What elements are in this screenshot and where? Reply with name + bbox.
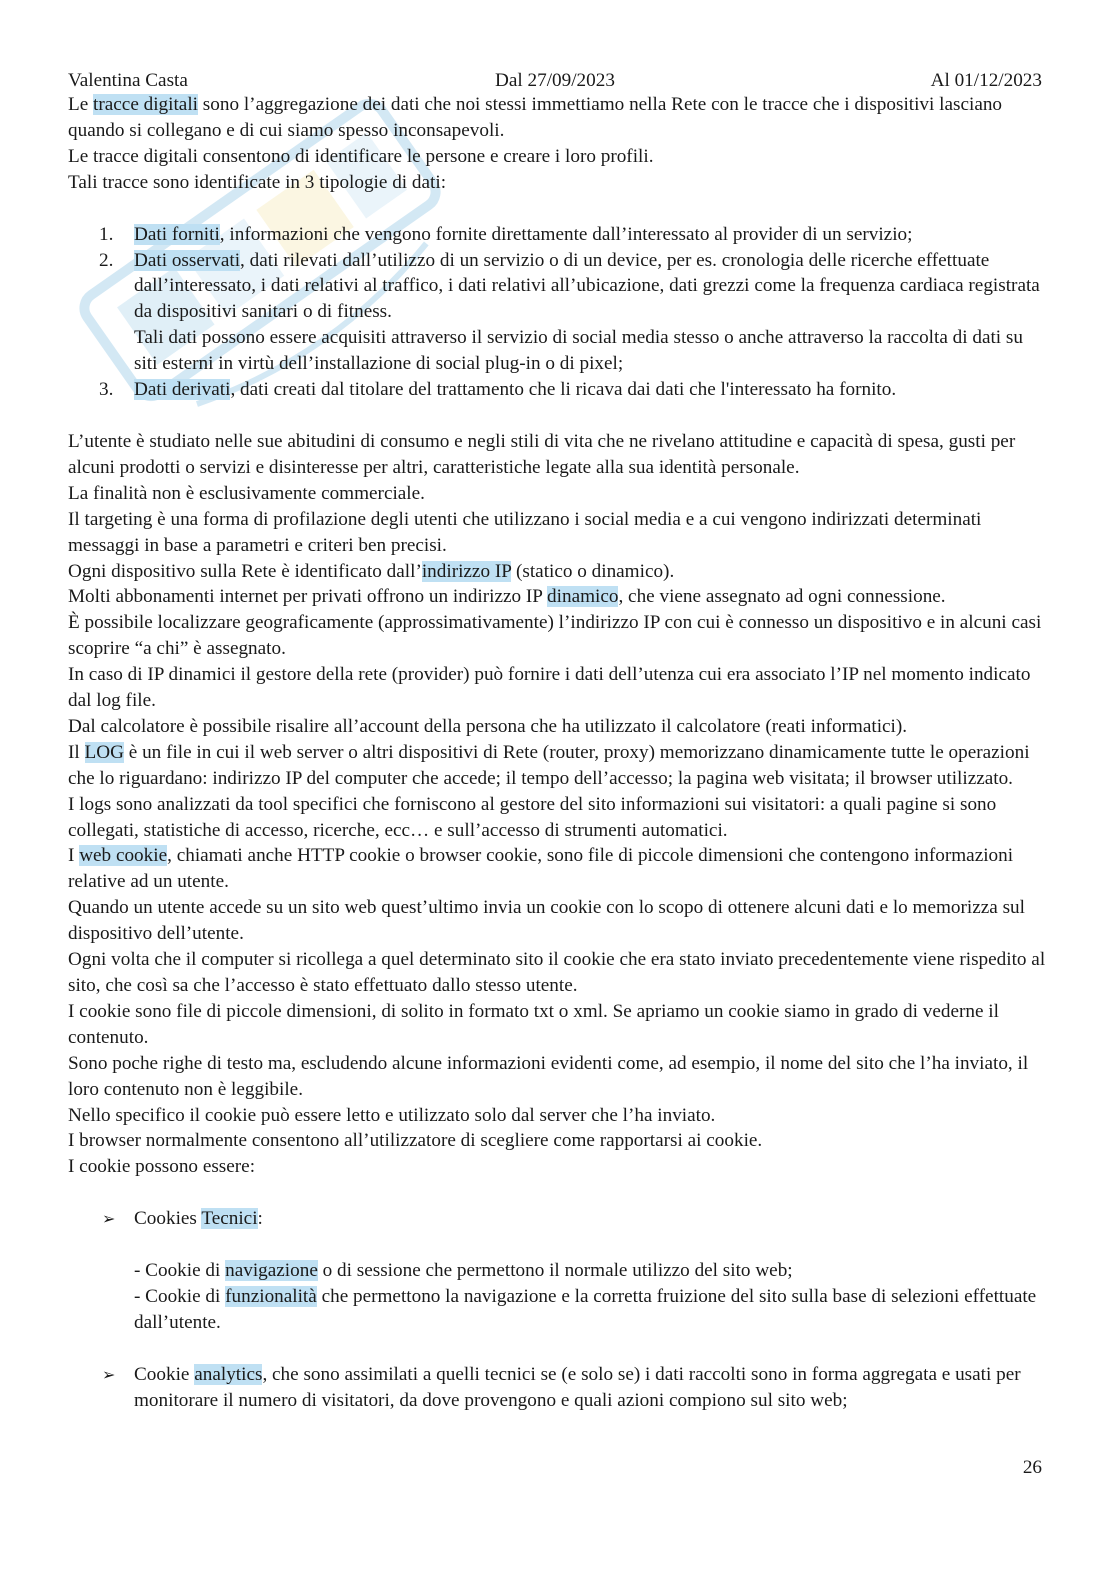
highlight-term: Dati osservati [134,249,241,271]
cookie-types-list-2 [68,1362,1046,1414]
body-paragraph: È possibile localizzare geograficamente (approssimativamente) l’indirizzo IP con cui è connesso un dispositivo e in alcuni casi scoprire “a chi” è assegnato. [68,612,1042,660]
body-paragraph: I web cookie, chiamati anche HTTP cookie o browser cookie, sono file di piccole dimensioni che contengono informazioni relative ad un utente. [68,845,1014,893]
highlight-term: web cookie [79,845,168,867]
intro-paragraph-1: Le tracce digitali sono l’aggregazione dei dati che noi stessi immettiamo nella Rete con le tracce che i dispositivi lasciano quando si collegano e di cui siamo spesso inconsapevoli. [68,94,1003,141]
body-paragraph: La finalità non è esclusivamente commerciale. [68,482,425,504]
body-paragraph: L’utente è studiato nelle sue abitudini di consumo e negli stili di vita che ne rivelano attitudine e capacità di spesa, gusti per alcuni prodotti o servizi e disinteresse per altri, caratteristiche legate alla sua identità personale. [68,430,1016,478]
body-paragraph: Il targeting è una forma di profilazione degli utenti che utilizzano i social media e a cui vengono indirizzati determinati messaggi in base a parametri e criteri ben precisi. [68,508,982,556]
body-paragraph: I cookie possono essere: [68,1156,256,1178]
highlight-term: LOG [84,741,124,763]
cookie-subitem: - Cookie di navigazione o di sessione che permettono il normale utilizzo del sito web; [134,1260,793,1282]
list-item: 2. Dati osservati, dati rilevati dall’utilizzo di un servizio o di un device, per es. cronologia delle ricerche effettuate dall’interessato, i dati relativi al traffico, i dati relativi all’ubicazione, dati grezzi come la frequenza cardiaca registrata da dispositivi sanitari o di fitness. Tali dati possono essere acquisiti attraverso il servizio di social media stesso o anche attraverso la raccolta di dati su siti esterni in virtù dell’installazione di social plug-in o di pixel; [68,248,1046,378]
header-from-date: Dal 27/09/2023 [495,70,615,91]
body-paragraph: Nello specifico il cookie può essere letto e utilizzato solo dal server che l’ha inviato. [68,1104,716,1126]
list-item: ➢ Cookie analytics, che sono assimilati a quelli tecnici se (e solo se) i dati raccolti sono in forma aggregata e usati per monitorare il numero di visitatori, da dove provengono e quali azioni compiono sul sito web; [102,1363,1021,1411]
highlight-term: dinamico [547,586,619,608]
list-item-extra: Tali dati possono essere acquisiti attraverso il servizio di social media stesso o anche attraverso la raccolta di dati su siti esterni in virtù dell’installazione di social plug-in o di pixel; [134,327,1023,375]
data-types-list [68,222,1046,403]
body-paragraph: I browser normalmente consentono all’utilizzatore di scegliere come rapportarsi ai cookie. [68,1130,763,1152]
body-paragraph: Il LOG è un file in cui il web server o altri dispositivi di Rete (router, proxy) memorizzano dinamicamente tutte le operazioni che lo riguardano: indirizzo IP del computer che accede; il tempo dell’accesso; la pagina web visitata; il browser utilizzato. [68,741,1030,789]
body-paragraph: I cookie sono file di piccole dimensioni, di solito in formato txt o xml. Se apriamo un cookie siamo in grado di vederne il contenuto. [68,1000,999,1048]
highlight-term: tracce digitali [93,94,198,115]
highlight-term: navigazione [225,1260,318,1282]
header-to-date: Al 01/12/2023 [930,70,1042,91]
page-number: 26 [1022,1457,1042,1478]
body-paragraph: Quando un utente accede su un sito web quest’ultimo invia un cookie con lo scopo di ottenere alcuni dati e lo memorizza sul dispositivo dell’utente. [68,897,1025,945]
highlight-term: Dati forniti [134,223,220,245]
list-item: 1. Dati forniti, informazioni che vengono fornite direttamente dall’interessato al provider di un servizio; [99,223,913,245]
arrow-bullet-icon: ➢ [102,1209,116,1229]
highlight-term: Dati derivati [134,379,231,401]
highlight-term: funzionalità [225,1286,317,1308]
header-author: Valentina Casta [68,70,188,91]
body-paragraph: In caso di IP dinamici il gestore della rete (provider) può fornire i dati dell’utenza cui era associato l’IP nel momento indicato dal log file. [68,664,1031,712]
body-paragraph: Sono poche righe di testo ma, escludendo alcune informazioni evidenti come, ad esempio, il nome del sito che l’ha inviato, il loro contenuto non è leggibile. [68,1052,1029,1100]
page-header [68,68,1042,94]
cookie-types-list [68,1206,1046,1232]
body-paragraph: Molti abbonamenti internet per privati offrono un indirizzo IP dinamico, che viene assegnato ad ogni connessione. [68,586,946,608]
body-paragraph: I logs sono analizzati da tool specifici che forniscono al gestore del sito informazioni sui visitatori: a quali pagine si sono collegati, statistiche di accesso, ricerche, ecc… e sull’accesso di strumenti automatici. [68,793,997,841]
body-paragraph: Ogni dispositivo sulla Rete è identificato dall’indirizzo IP (statico o dinamico). [68,560,675,582]
page-content [68,92,1046,1414]
cookie-subitem: - Cookie di funzionalità che permettono la navigazione e la corretta fruizione del sito sulla base di selezioni effettuate dall’utente. [134,1286,1037,1333]
arrow-bullet-icon: ➢ [102,1364,116,1384]
highlight-term: indirizzo IP [421,560,512,582]
intro-paragraph-2: Le tracce digitali consentono di identificare le persone e creare i loro profili. [68,145,654,167]
highlight-term: Tecnici [201,1208,258,1230]
body-paragraph: Dal calcolatore è possibile risalire all’account della persona che ha utilizzato il calcolatore (reati informatici). [68,715,908,737]
intro-paragraph-3: Tali tracce sono identificate in 3 tipologie di dati: [68,171,447,193]
list-item: 3. Dati derivati, dati creati dal titolare del trattamento che li ricava dai dati che l'interessato ha fornito. [99,379,897,401]
body-paragraph: Ogni volta che il computer si ricollega a quel determinato sito il cookie che era stato inviato precedentemente viene rispedito al sito, che così sa che l’accesso è stato effettuato dallo stesso utente. [68,949,1046,996]
list-item: ➢ Cookies Tecnici: [68,1206,1046,1232]
highlight-term: analytics [194,1363,263,1385]
